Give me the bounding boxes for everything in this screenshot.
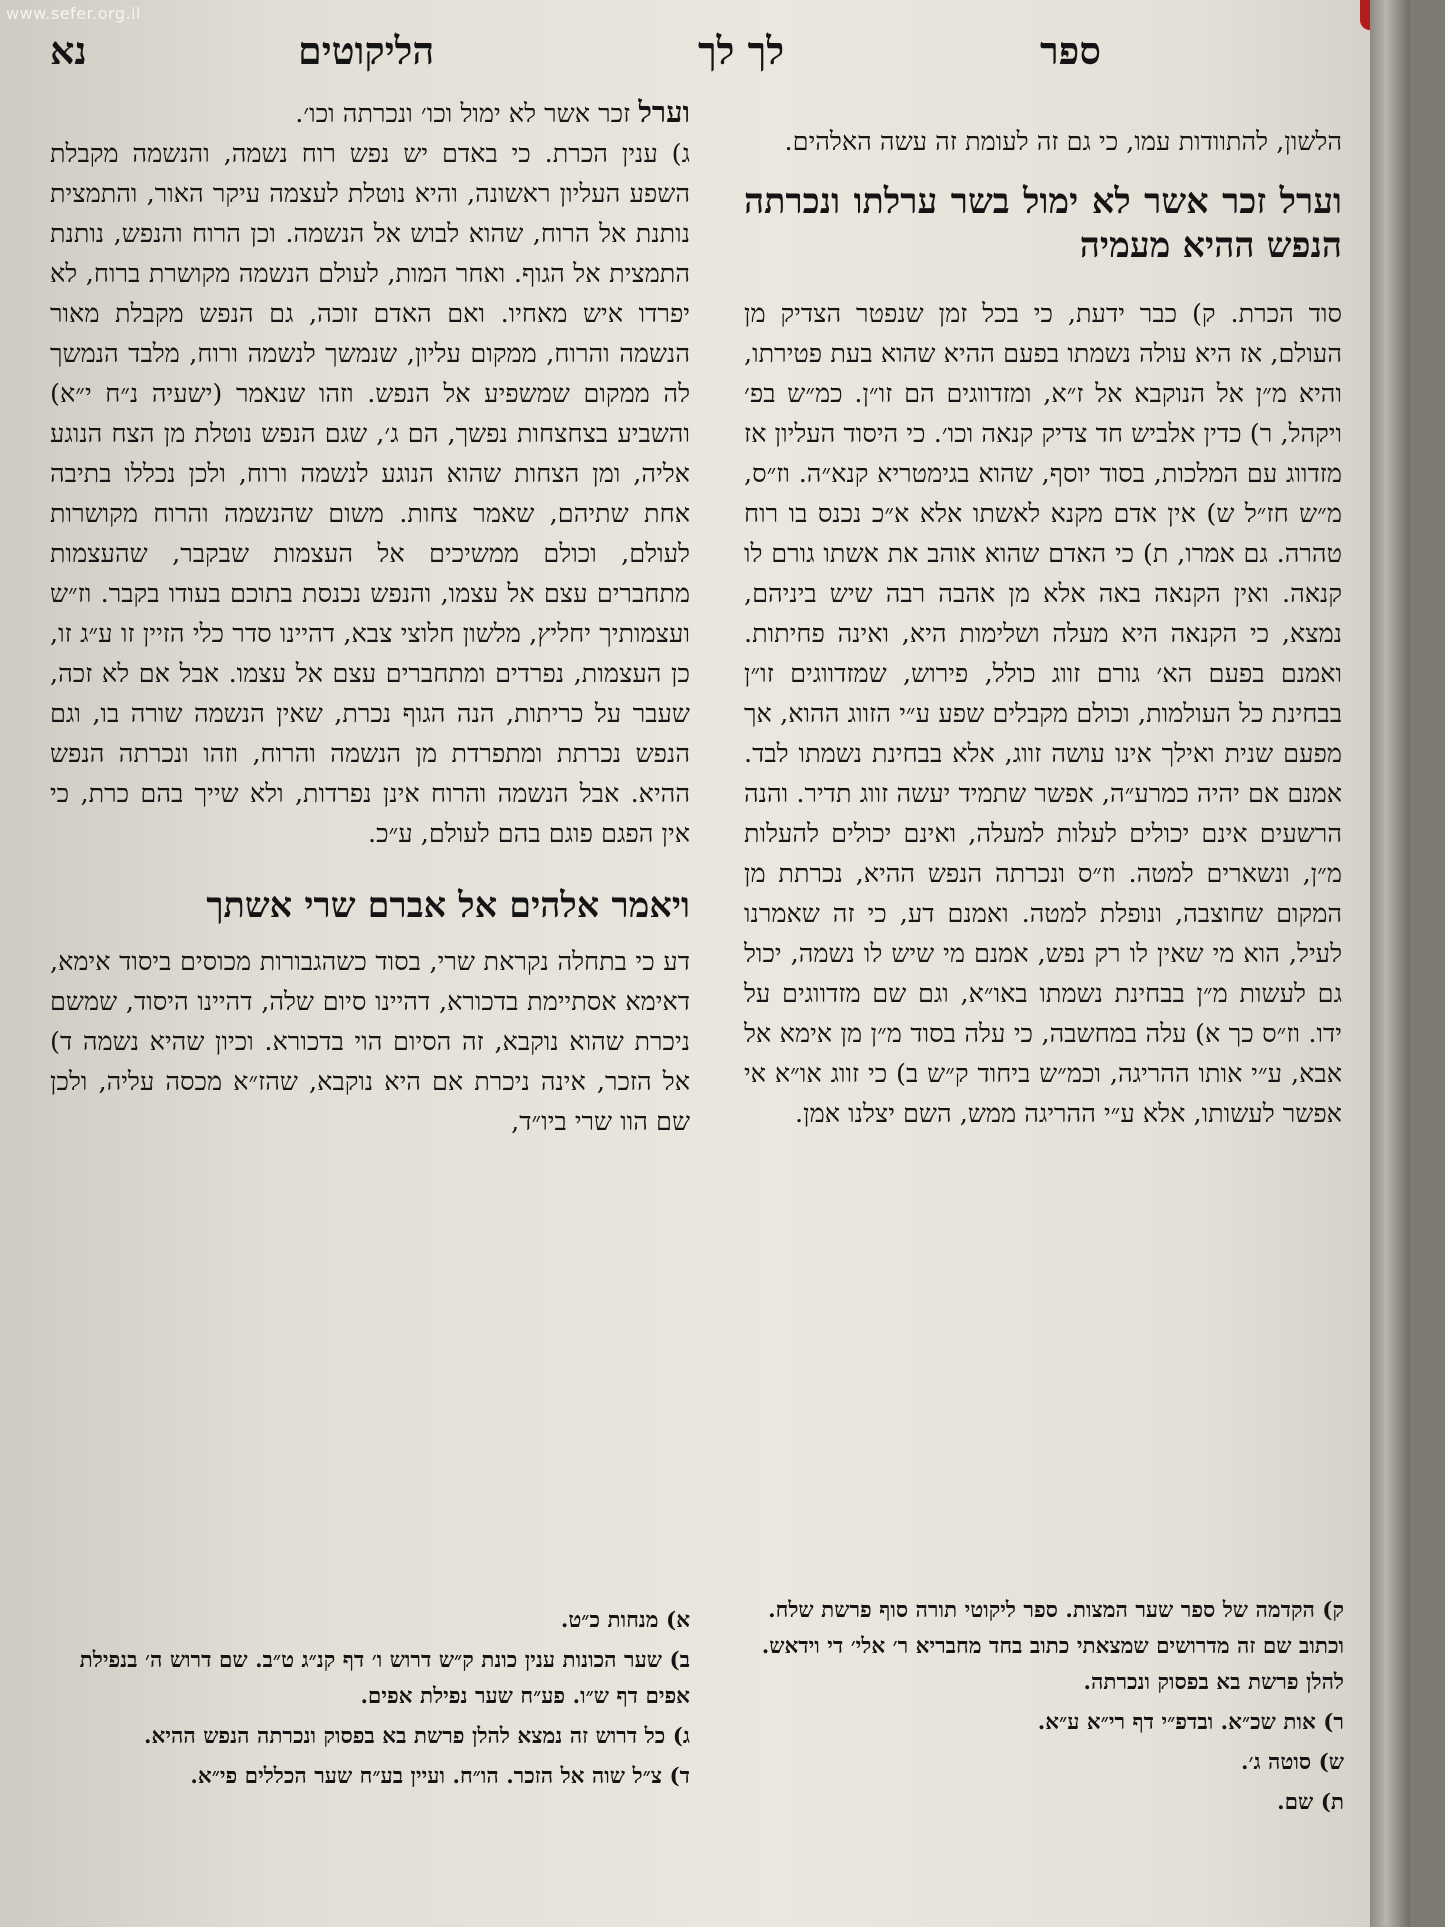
left-lemma-line [50,92,690,134]
footnote: ש) סוטה ג׳. [1241,1750,1344,1775]
page-number: נא [50,28,87,73]
lemma-rest: זכר אשר לא ימול וכו׳ ונכרתה וכו׳. [295,99,631,129]
book-spine [1370,0,1410,1927]
section-heading-arel: וערל זכר אשר לא ימול בשר ערלתו ונכרתה הנפש ההיא מעמיה [744,181,1342,266]
footnotes-left [50,1603,690,1799]
footnote: ר) אות שכ״א. ובדפ״י דף רי״א ע״א. [1037,1710,1344,1735]
right-body-text: סוד הכרת. ק) כבר ידעת, כי בכל זמן שנפטר הצדיק מן העולם, אז היא עולה נשמתו בפעם ההיא שהוא בעת פטירתו, והיא מ״ן אל הנוקבא אל ז״א, ומזדווגים הם זו״ן. כמ״ש בפ׳ ויקהל, ר) כדין אלביש חד צדיק קנאה וכו׳. כי היסוד העליון אז מזדווג עם המלכות, בסוד יוסף, שהוא בגימטריא קנא״ה. וז״ס, מ״ש חז״ל ש) אין אדם מקנא לאשתו אלא א״כ נכנס בו רוח טהרה. גם אמרו, ת) כי האדם שהוא אוהב את אשתו גורם לו קנאה. ואין הקנאה באה אלא מן אהבה רבה שיש ביניהם, נמצא, כי הקנאה היא מעלה ושלימות היא, ואינה פחיתות. ואמנם בפעם הא׳ גורם זווג כולל, פירוש, שמזדווגים זו״ן בבחינת כל העולמות, וכולם מקבלים שפע ע״י הזווג ההוא, אך מפעם שנית ואילך אינו עושה זווג, אלא בבחינת נשמתו לבד. אמנם אם יהיה כמרע״ה, אפשר שתמיד יעשה זווג תדיר. והנה הרשעים אינם יכולים לעלות למעלה, ואינם יכולים להעלות מ״ן, ונשארים למטה. וז״ס ונכרתה הנפש ההיא, נכרתת מן המקום שחוצבה, ונופלת למטה. ואמנם דע, כי זה שאמרנו לעיל, הוא מי שאין לו רק נפש, אמנם מי שיש לו נשמה, יכול גם לעשות מ״ן בבחינת נשמתו באו״א, וגם שם מזדווגים על ידו. וז״ס כך א) עלה במחשבה, כי עלה בסוד מ״ן מן אימא אל אבא, ע״י אותו ההריגה, וכמ״ש ביחוד ק״ש ב) כי זווג או״א אי אפשר לעשותו, אלא ע״י ההריגה ממש, השם יצלנו אמן. [744,299,1342,1129]
header-title: הליקוטים [298,28,435,73]
footnote: ק) הקדמה של ספר שער המצות. ספר ליקוטי תורה סוף פרשת שלח. וכתוב שם זה מדרושים שמצאתי כתוב בחד מחבריא ר׳ אלי׳ די וידאש. להלן פרשת בא בפסוק ונכרתה. [761,1598,1344,1695]
watermark: www.sefer.org.il [6,4,141,23]
lemma-word: וערל [638,95,690,129]
left-body-text: ג) ענין הכרת. כי באדם יש נפש רוח נשמה, והנשמה מקבלת השפע העליון ראשונה, והיא נוטלת לעצמה עיקר האור, והתמצית נותנת אל הרוח, שהוא לבוש אל הנשמה. וכן הרוח והנפש, נותנת התמצית אל הגוף. ואחר המות, לעולם הנשמה מקושרת ברוח, לא יפרדו איש מאחיו. ואם האדם זוכה, גם הנפש מקבלת מאור הנשמה והרוח, ממקום עליון, שנמשך לנשמה ורוח, מלבד הנמשך לה ממקום שמשפיע אל הנפש. וזהו שנאמר (ישעיה נ״ח י״א) והשביע בצחצחות נפשך, הם ג׳, שגם הנפש נוטלת מן הצח הנוגע אליה, ומן הצחות שהוא הנוגע לנשמה ורוח, ולכן נכללו בתיבה אחת שתיהם, שאמר צחות. משום שהנשמה והרוח מקושרות לעולם, וכולם ממשיכים אל העצמות שבקבר, שהעצמות מתחברים עצם אל עצמו, והנפש נכנסת בתוכם בעודו בקבר. וז״ש ועצמותיך יחליץ, מלשון חלוצי צבא, דהיינו סדר כלי הזיין זו ע״ג זו, כן העצמות, נפרדים ומתחברים עצם אל עצמו. אבל אם לא זכה, שעבר על כריתות, הנה הגוף נכרת, שאין הנשמה שורה בו, וגם הנפש נכרתת ומתפרדת מן הנשמה והרוח, וזהו ונכרתה הנפש ההיא. אבל הנשמה והרוח אינן נפרדות, ולא שייך בהם כרת, כי אין הפגם פוגם בהם לעולם, ע״כ. [50,139,690,849]
header-parsha: לך לך [698,28,785,73]
footnote: א) מנחות כ״ט. [560,1608,690,1633]
footnote: ת) שם. [1277,1790,1344,1815]
footnote: ב) שער הכונות ענין כונת ק״ש דרוש ו׳ דף קנ״ג ט״ב. שם דרוש ה׳ בנפילת אפים דף ש״ו. פע״ח שער נפילת אפים. [79,1648,690,1709]
section-heading-sarai: ויאמר אלהים אל אברם שרי אשתך [206,885,690,926]
header-book: ספר [1040,28,1101,73]
left-column [50,92,690,1142]
right-column [744,122,1342,1134]
footnotes-right [744,1593,1344,1825]
footnote: ג) כל דרוש זה נמצא להלן פרשת בא בפסוק ונכרתה הנפש ההיא. [144,1724,690,1749]
right-lead-text: הלשון, להתוודות עמו, כי גם זה לעומת זה עשה האלהים. [784,127,1342,157]
left-body-text-2: דע כי בתחלה נקראת שרי, בסוד כשהגבורות מכוסים ביסוד אימא, דאימא אסתיימת בדכורא, דהיינו סיום שלה, דהיינו היסוד, שמשם ניכרת שהוא נוקבא, זה הסיום הוי בדכורא. וכיון שהיא נשמה ד) אל הזכר, אינה ניכרת אם היא נוקבא, שהז״א מכסה עליה, ולכן שם הוו שרי ביו״ד, [50,947,690,1137]
footnote: ד) צ״ל שוה אל הזכר. הו״ח. ועיין בע״ח שער הכללים פי״א. [190,1764,690,1789]
